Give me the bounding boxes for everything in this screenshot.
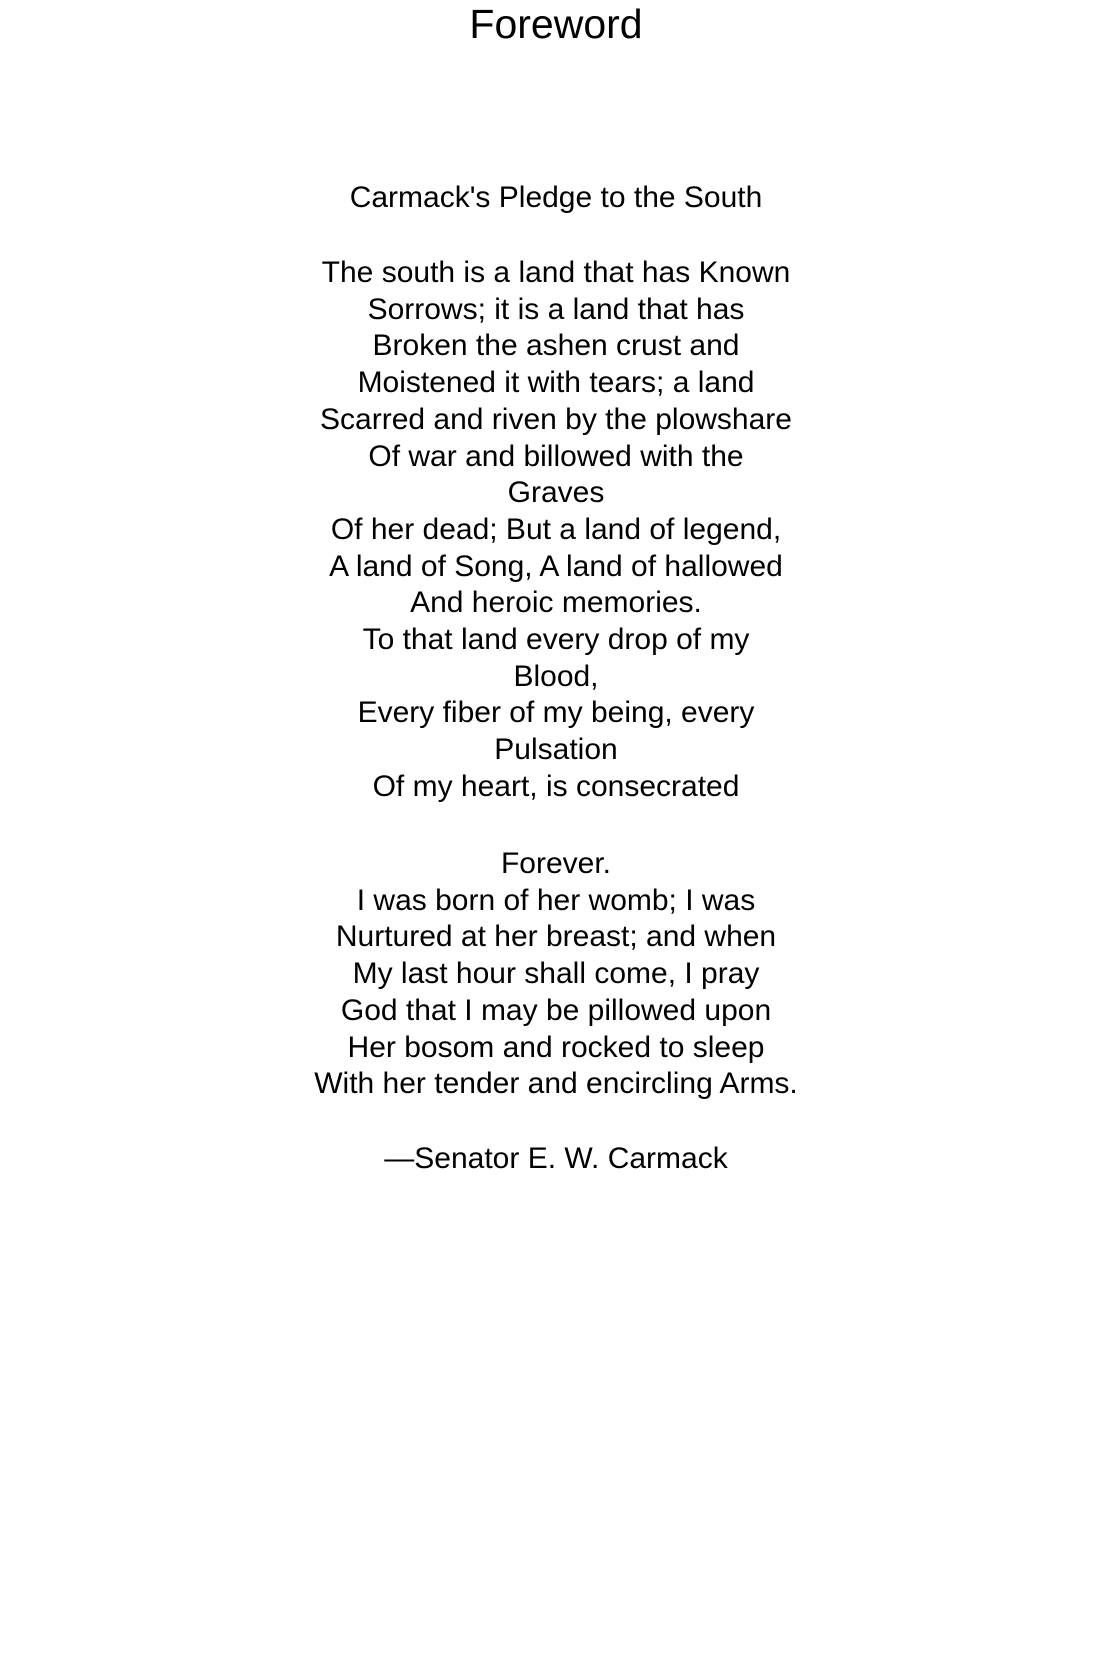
poem-line: I was born of her womb; I was <box>356 883 756 917</box>
poem-line: Pulsation <box>494 733 618 767</box>
poem-line: Scarred and riven by the plowshare <box>320 402 792 436</box>
poem-line: With her tender and encircling Arms. <box>314 1067 798 1101</box>
poem-line: Sorrows; it is a land that has <box>367 292 745 326</box>
poem-line: Graves <box>507 476 605 510</box>
poem-title: Carmack's Pledge to the South <box>349 181 763 214</box>
poem-line: And heroic memories. <box>410 586 702 620</box>
poem-line: Her bosom and rocked to sleep <box>347 1030 765 1064</box>
poem-line: Nurtured at her breast; and when <box>335 920 777 954</box>
poem-line: The south is a land that has Known <box>321 256 791 289</box>
page-heading: Foreword <box>469 1 643 47</box>
poem-line: Blood, <box>513 659 599 693</box>
poem-line: Of my heart, is consecrated <box>372 769 740 803</box>
poem-stanza-2 <box>0 846 1112 1103</box>
poem-line: A land of Song, A land of hallowed <box>329 549 783 583</box>
poem-stanza-1 <box>0 255 1112 806</box>
poem-line: Of her dead; But a land of legend, <box>330 512 782 546</box>
poem-line: My last hour shall come, I pray <box>352 957 760 991</box>
poem-line: To that land every drop of my <box>362 623 750 657</box>
poem-attribution: —Senator E. W. Carmack <box>384 1142 728 1175</box>
poem-line: Every fiber of my being, every <box>357 696 755 730</box>
poem-line: Moistened it with tears; a land <box>357 366 755 400</box>
poem-line: Of war and billowed with the <box>368 439 744 473</box>
poem-line: Broken the ashen crust and <box>372 329 740 363</box>
poem-line: God that I may be pillowed upon <box>340 993 772 1027</box>
poem-line: Forever. <box>500 847 612 880</box>
